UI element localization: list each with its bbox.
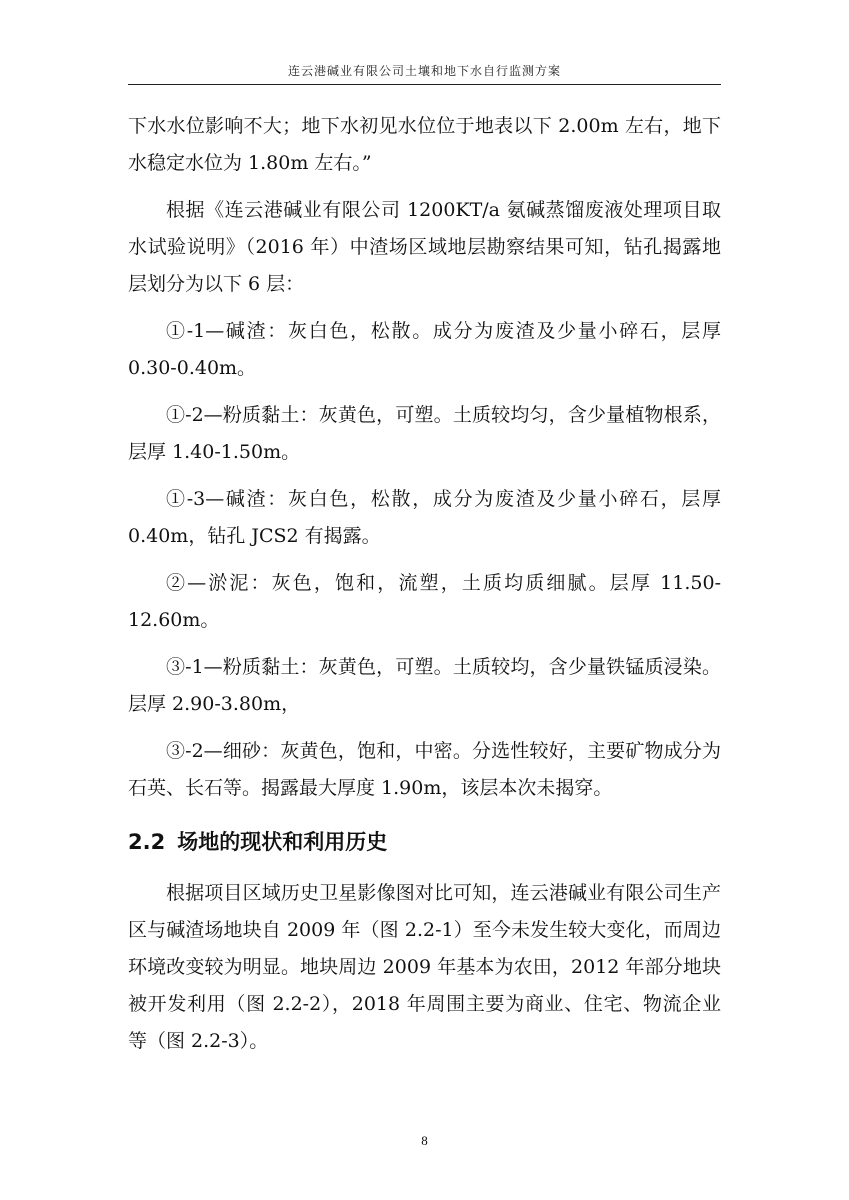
paragraph-layer-3-1: ③-1—粉质黏土：灰黄色，可塑。土质较均，含少量铁锰质浸染。层厚 2.90-3.80m， xyxy=(128,656,721,715)
header-divider xyxy=(128,84,721,85)
page-number: 8 xyxy=(421,1133,428,1148)
paragraph-layer-3-2: ③-2—细砂：灰黄色，饱和，中密。分选性较好，主要矿物成分为石英、长石等。揭露最大厚度 1.90m，该层本次未揭穿。 xyxy=(128,740,721,799)
section-heading xyxy=(128,827,721,857)
section-title: 场地的现状和利用历史 xyxy=(177,830,388,854)
paragraph-layer-1-1: ①-1—碱渣：灰白色，松散。成分为废渣及少量小碎石，层厚 0.30-0.40m。 xyxy=(128,320,721,379)
paragraph-groundwater-level: 下水水位影响不大；地下水初见水位位于地表以下 2.00m 左右，地下水稳定水位为 1.80m 左右。” xyxy=(128,115,721,174)
paragraph-site-history: 根据项目区域历史卫星影像图对比可知，连云港碱业有限公司生产区与碱渣场地块自 2009 年（图 2.2-1）至今未发生较大变化，而周边环境改变较为明显。地块周边 2009 年基本为农田，2012 年部分地块被开发利用（图 2.2-2），2018 年周围主要为商业、住宅、物流企业等（图 2.2-3）。 xyxy=(128,882,721,1052)
running-header: 连云港碱业有限公司土壤和地下水自行监测方案 xyxy=(287,64,561,78)
paragraph-layer-2: ②—淤泥：灰色，饱和，流塑，土质均质细腻。层厚 11.50-12.60m。 xyxy=(128,572,721,631)
paragraph-survey-intro: 根据《连云港碱业有限公司 1200KT/a 氨碱蒸馏废液处理项目取水试验说明》（2016 年）中渣场区域地层勘察结果可知，钻孔揭露地层划分为以下 6 层： xyxy=(128,199,721,295)
paragraph-layer-1-3: ①-3—碱渣：灰白色，松散，成分为废渣及少量小碎石，层厚 0.40m，钻孔 JCS2 有揭露。 xyxy=(128,488,721,547)
page-content xyxy=(128,108,721,1070)
section-number: 2.2 xyxy=(128,830,166,854)
paragraph-layer-1-2: ①-2—粉质黏土：灰黄色，可塑。土质较均匀，含少量植物根系，层厚 1.40-1.50m。 xyxy=(128,404,721,463)
